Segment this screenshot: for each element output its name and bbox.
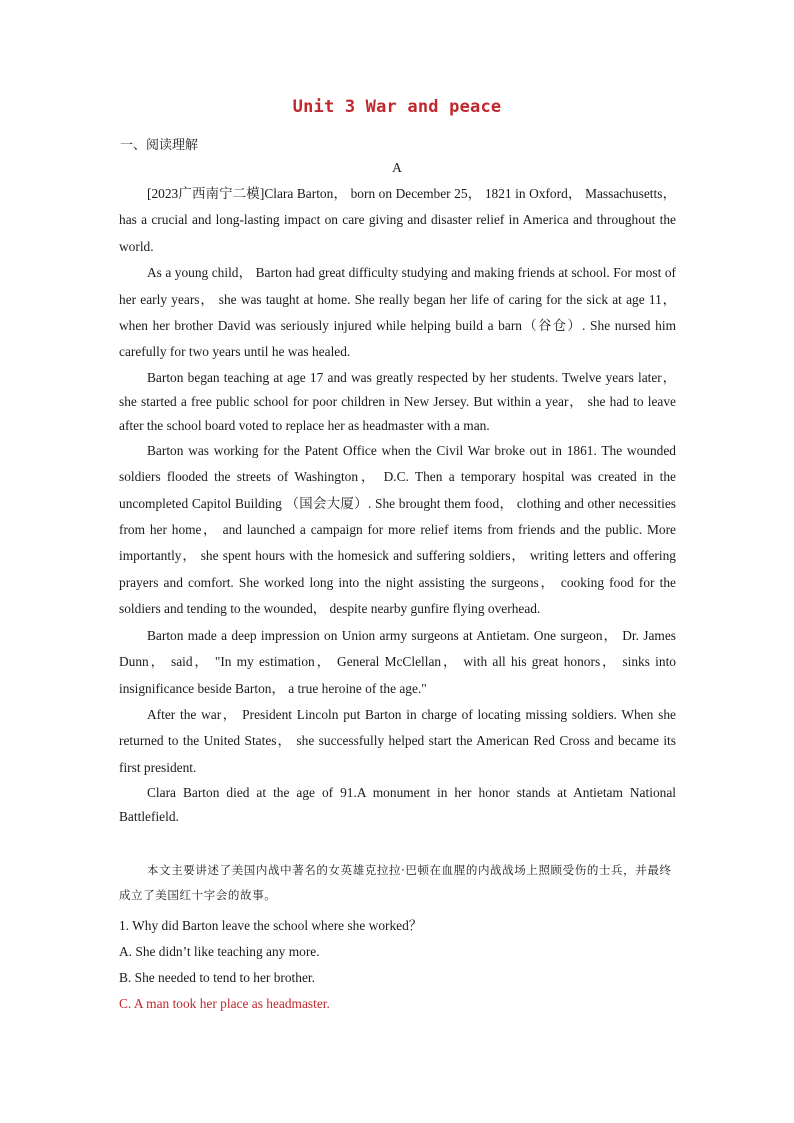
document-title: Unit 3 War and peace [292, 97, 502, 117]
passage-body [119, 181, 676, 829]
paragraph: As a young child， Barton had great difficulty studying and making friends at school. For most of her early years， she was taught at home. She really began her life of caring for the sick at age 11， when her brother David was seriously injured while helping build a barn（谷仓）. She nursed him carefully for two years until he was healed. [119, 265, 676, 360]
question-block [119, 913, 676, 1017]
option-c-answer: C. A man took her place as headmaster. [119, 996, 330, 1011]
paragraph: [2023广西南宁二模]Clara Barton， born on December 25， 1821 in Oxford， Massachusetts， has a crucial and long-lasting impact on care giving and disaster relief in America and throughout the world. [119, 186, 676, 254]
section-heading: 一、阅读理解 [120, 138, 199, 153]
passage-label: A [392, 160, 402, 175]
paragraph: After the war， President Lincoln put Barton in charge of locating missing soldiers. When she returned to the United States， she successfully helped start the American Red Cross and became its first president. [119, 706, 676, 775]
passage-summary: 本文主要讲述了美国内战中著名的女英雄克拉拉·巴顿在血腥的内战战场上照顾受伤的士兵，并最终成立了美国红十字会的故事。 [119, 863, 672, 902]
option-a: A. She didn’t like teaching any more. [119, 944, 320, 959]
paragraph: Barton made a deep impression on Union army surgeons at Antietam. One surgeon， Dr. James Dunn， said， "In my estimation， General McClellan， with all his great honors， sinks into insignificance beside Barton， a true heroine of the age." [119, 627, 676, 696]
paragraph: Barton began teaching at age 17 and was greatly respected by her students. Twelve years later， she started a free public school for poor children in New Jersey. But within a year， she had to leave after the school board voted to replace her as headmaster with a man. [119, 369, 676, 433]
option-b: B. She needed to tend to her brother. [119, 970, 315, 985]
paragraph: Clara Barton died at the age of 91.A monument in her honor stands at Antietam National Battlefield. [119, 785, 676, 825]
paragraph: Barton was working for the Patent Office when the Civil War broke out in 1861. The wounded soldiers flooded the streets of Washington， D.C. Then a temporary hospital was created in the uncompleted Capitol Building （国会大厦）. She brought them food， clothing and other necessities from her home， and launched a campaign for more relief items from friends and the public. More importantly， she spent hours with the homesick and suffering soldiers， writing letters and offering prayers and comfort. She worked long into the night assisting the surgeons， cooking food for the soldiers and tending to the wounded， despite nearby gunfire flying overhead. [119, 442, 676, 617]
question-stem: 1. Why did Barton leave the school where she worked？ [119, 918, 423, 933]
